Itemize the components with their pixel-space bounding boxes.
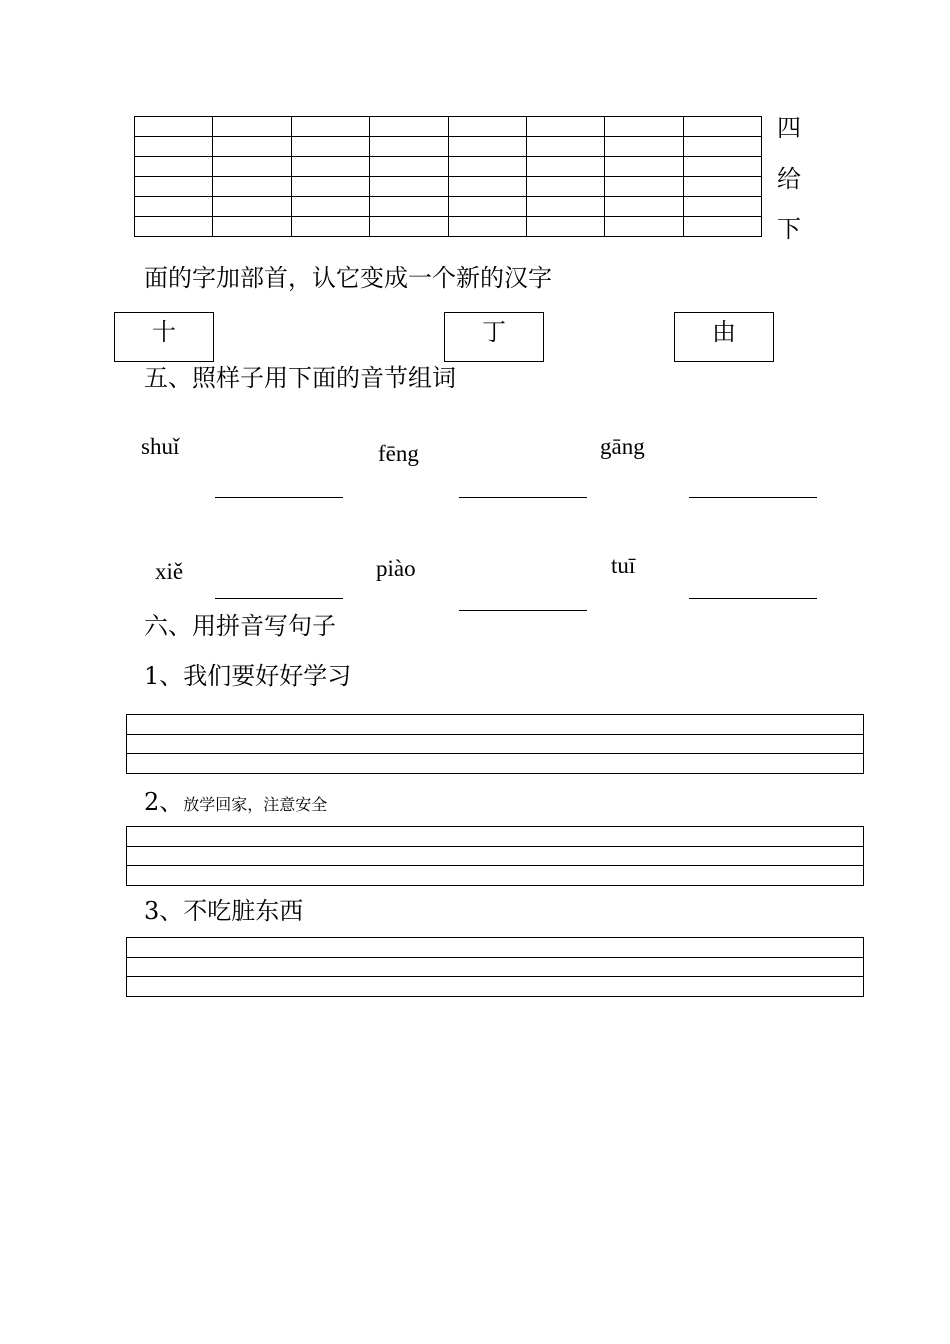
- sentence-3: [144, 897, 303, 925]
- grid-cell[interactable]: [370, 117, 448, 137]
- grid-cell[interactable]: [291, 137, 369, 157]
- grid-cell[interactable]: [135, 177, 213, 197]
- sentence-number: 2、: [144, 788, 184, 816]
- grid-cell[interactable]: [526, 157, 604, 177]
- grid-cell[interactable]: [213, 117, 291, 137]
- sentence-text: 放学回家，注意安全: [183, 795, 328, 814]
- pinyin-lines-3[interactable]: [126, 937, 864, 997]
- grid-cell[interactable]: [213, 177, 291, 197]
- section5-title: 五、照样子用下面的音节组词: [144, 364, 456, 392]
- grid-cell[interactable]: [135, 217, 213, 237]
- sentence-text: 不吃脏东西: [183, 897, 304, 925]
- grid-cell[interactable]: [213, 157, 291, 177]
- sentence-2: [144, 788, 327, 819]
- sentence-text: 我们要好好学习: [183, 662, 352, 690]
- grid-cell[interactable]: [370, 157, 448, 177]
- grid-cell[interactable]: [135, 197, 213, 217]
- answer-blank-1[interactable]: [215, 497, 343, 498]
- side-char-xia: 下: [777, 215, 801, 243]
- grid-cell[interactable]: [605, 177, 683, 197]
- grid-cell[interactable]: [526, 117, 604, 137]
- grid-cell[interactable]: [213, 137, 291, 157]
- writing-grid: [134, 116, 762, 237]
- sentence-1: [144, 662, 351, 690]
- grid-cell[interactable]: [683, 217, 761, 237]
- answer-blank-3[interactable]: [689, 497, 817, 498]
- grid-cell[interactable]: [605, 157, 683, 177]
- grid-cell[interactable]: [683, 177, 761, 197]
- sentence-number: 3、: [144, 897, 184, 925]
- grid-cell[interactable]: [370, 137, 448, 157]
- grid-cell[interactable]: [291, 217, 369, 237]
- grid-cell[interactable]: [448, 217, 526, 237]
- grid-cell[interactable]: [605, 137, 683, 157]
- grid-cell[interactable]: [448, 137, 526, 157]
- grid-cell[interactable]: [448, 157, 526, 177]
- char-box-shi: 十: [114, 312, 214, 362]
- grid-cell[interactable]: [448, 117, 526, 137]
- syllable-shui: shuǐ: [141, 434, 180, 459]
- grid-cell[interactable]: [683, 157, 761, 177]
- grid-cell[interactable]: [526, 137, 604, 157]
- syllable-gang: gāng: [600, 434, 645, 459]
- grid-cell[interactable]: [448, 197, 526, 217]
- answer-blank-5[interactable]: [459, 610, 587, 611]
- grid-cell[interactable]: [526, 177, 604, 197]
- grid-cell[interactable]: [135, 117, 213, 137]
- grid-cell[interactable]: [213, 197, 291, 217]
- grid-cell[interactable]: [526, 217, 604, 237]
- grid-cell[interactable]: [370, 197, 448, 217]
- grid-cell[interactable]: [291, 177, 369, 197]
- answer-blank-6[interactable]: [689, 598, 817, 599]
- section6-title: 六、用拼音写句子: [144, 612, 336, 640]
- char-box-ding: 丁: [444, 312, 544, 362]
- grid-cell[interactable]: [526, 197, 604, 217]
- syllable-feng: fēng: [378, 441, 419, 466]
- answer-blank-4[interactable]: [215, 598, 343, 599]
- grid-cell[interactable]: [683, 197, 761, 217]
- grid-cell[interactable]: [291, 157, 369, 177]
- grid-cell[interactable]: [683, 117, 761, 137]
- grid-cell[interactable]: [370, 177, 448, 197]
- pinyin-lines-1[interactable]: [126, 714, 864, 774]
- section4-instruction: 面的字加部首，认它变成一个新的汉字: [144, 264, 552, 292]
- syllable-piao: piào: [376, 556, 416, 581]
- grid-cell[interactable]: [291, 197, 369, 217]
- grid-cell[interactable]: [135, 157, 213, 177]
- side-char-si: 四: [777, 114, 801, 142]
- syllable-tui: tuī: [611, 553, 636, 578]
- grid-cell[interactable]: [135, 137, 213, 157]
- grid-cell[interactable]: [448, 177, 526, 197]
- grid-cell[interactable]: [683, 137, 761, 157]
- grid-cell[interactable]: [605, 197, 683, 217]
- char-box-you: 由: [674, 312, 774, 362]
- answer-blank-2[interactable]: [459, 497, 587, 498]
- sentence-number: 1、: [144, 662, 184, 690]
- side-char-gei: 给: [777, 165, 801, 193]
- grid-cell[interactable]: [370, 217, 448, 237]
- grid-cell[interactable]: [213, 217, 291, 237]
- syllable-xie: xiě: [155, 559, 184, 584]
- grid-cell[interactable]: [605, 117, 683, 137]
- grid-cell[interactable]: [291, 117, 369, 137]
- grid-cell[interactable]: [605, 217, 683, 237]
- pinyin-lines-2[interactable]: [126, 826, 864, 886]
